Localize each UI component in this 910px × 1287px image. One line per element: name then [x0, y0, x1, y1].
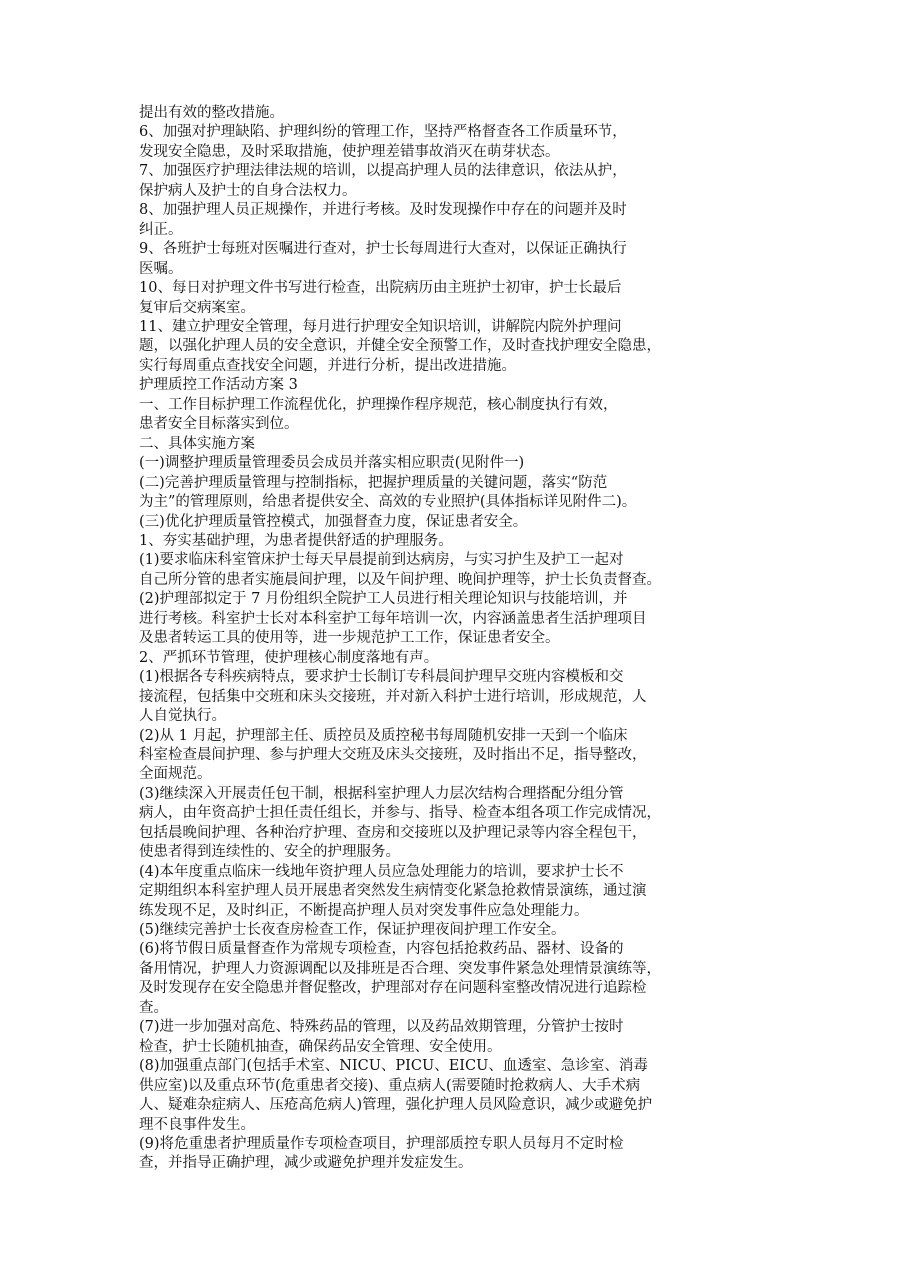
text-line: 1、夯实基础护理，为患者提供舒适的护理服务。: [139, 532, 453, 549]
text-line: 病人，由年资高护士担任责任组长，并参与、指导、检查本组各项工作完成情况，: [139, 805, 661, 822]
text-line: 2、严抓环节管理，使护理核心制度落地有声。: [139, 649, 439, 666]
text-line: 一、工作目标护理工作流程优化，护理操作程序规范，核心制度执行有效，: [139, 396, 618, 413]
text-line: 查。: [139, 999, 168, 1016]
text-line: 纠正。: [139, 221, 183, 238]
text-line: (1)要求临床科室管床护士每天早晨提前到达病房，与实习护生及护工一起对: [139, 552, 624, 569]
text-line: (4)本年度重点临床一线地年资护理人员应急处理能力的培训，要求护士长不: [139, 863, 624, 880]
text-line: 保护病人及护士的自身合法权力。: [139, 182, 357, 199]
text-line: 备用情况，护理人力资源调配以及排班是否合理、突发事件紧急处理情景演练等，: [139, 960, 661, 977]
text-line: (2)从 1 月起，护理部主任、质控员及质控秘书每周随机安排一天到一个临床: [139, 727, 628, 744]
text-line: 包括晨晚间护理、各种治疗护理、查房和交接班以及护理记录等内容全程包干，: [139, 824, 647, 841]
text-line: (一)调整护理质量管理委员会成员并落实相应职责(见附件一): [139, 455, 525, 472]
text-line: (6)将节假日质量督查作为常规专项检查，内容包括抢救药品、器材、设备的: [139, 941, 624, 958]
text-line: (三)优化护理质量管控模式，加强督查力度，保证患者安全。: [139, 513, 528, 530]
text-line: 护理质控工作活动方案 3: [139, 377, 298, 394]
text-line: 10、每日对护理文件书写进行检查，出院病历由主班护士初审，护士长最后: [139, 280, 622, 297]
text-line: 医嘱。: [139, 260, 183, 277]
text-line: (1)根据各专科疾病特点，要求护士长制订专科晨间护理早交班内容模板和交: [139, 669, 624, 686]
text-line: (2)护理部拟定于 7 月份组织全院护工人员进行相关理论知识与技能培训，并: [139, 591, 628, 608]
text-line: 使患者得到连续性的、安全的护理服务。: [139, 844, 400, 861]
text-line: 理不良事件发生。: [139, 1116, 255, 1133]
text-line: (7)进一步加强对高危、特殊药品的管理，以及药品效期管理，分管护士按时: [139, 1019, 624, 1036]
text-line: 供应室)以及重点环节(危重患者交接)、重点病人(需要随时抢救病人、大手术病: [139, 1077, 641, 1094]
text-line: (3)继续深入开展责任包干制，根据科室护理人力层次结构合理搭配分组分管: [139, 785, 624, 802]
text-line: 11、建立护理安全管理，每月进行护理安全知识培训，讲解院内院外护理问: [139, 318, 622, 335]
text-line: 查，并指导正确护理，减少或避免护理并发症发生。: [139, 1155, 473, 1172]
text-line: 检查，护士长随机抽查，确保药品安全管理、安全使用。: [139, 1038, 502, 1055]
text-line: 复审后交病案室。: [139, 299, 255, 316]
text-line: 8、加强护理人员正规操作，并进行考核。及时发现操作中存在的问题并及时: [139, 202, 627, 219]
text-line: 题，以强化护理人员的安全意识，并健全安全预警工作，及时查找护理安全隐患，: [139, 338, 661, 355]
text-line: 发现安全隐患，及时采取措施，使护理差错事故消灭在萌芽状态。: [139, 143, 560, 160]
document-page: [139, 104, 779, 1174]
text-line: 科室检查晨间护理、参与护理大交班及床头交接班，及时指出不足，指导整改，: [139, 746, 647, 763]
text-line: (9)将危重患者护理质量作专项检查项目，护理部质控专职人员每月不定时检: [139, 1136, 624, 1153]
text-line: 9、各班护士每班对医嘱进行查对，护士长每周进行大查对，以保证正确执行: [139, 241, 627, 258]
text-line: (二)完善护理质量管理与控制指标，把握护理质量的关键问题，落实“防范: [139, 474, 608, 491]
text-line: 及时发现存在安全隐患并督促整改，护理部对存在问题科室整改情况进行追踪检: [139, 980, 647, 997]
text-line: 人自觉执行。: [139, 708, 226, 725]
text-line: 提出有效的整改措施。: [139, 105, 284, 121]
text-line: (5)继续完善护士长夜查房检查工作，保证护理夜间护理工作安全。: [139, 922, 566, 939]
text-line: 患者安全目标落实到位。: [139, 416, 299, 433]
text-line: 定期组织本科室护理人员开展患者突然发生病情变化紧急抢救情景演练，通过演: [139, 883, 647, 900]
text-line: (8)加强重点部门(包括手术室、NICU、PICU、EICU、血透室、急诊室、消毒: [139, 1058, 648, 1075]
text-line: 自己所分管的患者实施晨间护理，以及午间护理、晚间护理等，护士长负责督查。: [139, 571, 661, 588]
text-line: 进行考核。科室护士长对本科室护工每年培训一次，内容涵盖患者生活护理项目: [139, 610, 647, 627]
text-line: 为主”的管理原则，给患者提供安全、高效的专业照护(具体指标详见附件二)。: [139, 494, 637, 511]
text-line: 7、加强医疗护理法律法规的培训，以提高护理人员的法律意识，依法从护，: [139, 163, 627, 180]
text-line: 接流程，包括集中交班和床头交接班，并对新入科护士进行培训，形成规范，人: [139, 688, 647, 705]
text-line: 二、具体实施方案: [139, 435, 255, 452]
text-line: 6、加强对护理缺陷、护理纠纷的管理工作，坚持严格督查各工作质量环节，: [139, 124, 627, 141]
text-line: 练发现不足，及时纠正，不断提高护理人员对突发事件应急处理能力。: [139, 902, 589, 919]
text-line: 实行每周重点查找安全问题，并进行分析，提出改进措施。: [139, 357, 516, 374]
text-line: 全面规范。: [139, 766, 212, 783]
text-line: 人、疑难杂症病人、压疮高危病人)管理，强化护理人员风险意识，减少或避免护: [139, 1097, 653, 1114]
text-line: 及患者转运工具的使用等，进一步规范护工工作，保证患者安全。: [139, 630, 560, 647]
